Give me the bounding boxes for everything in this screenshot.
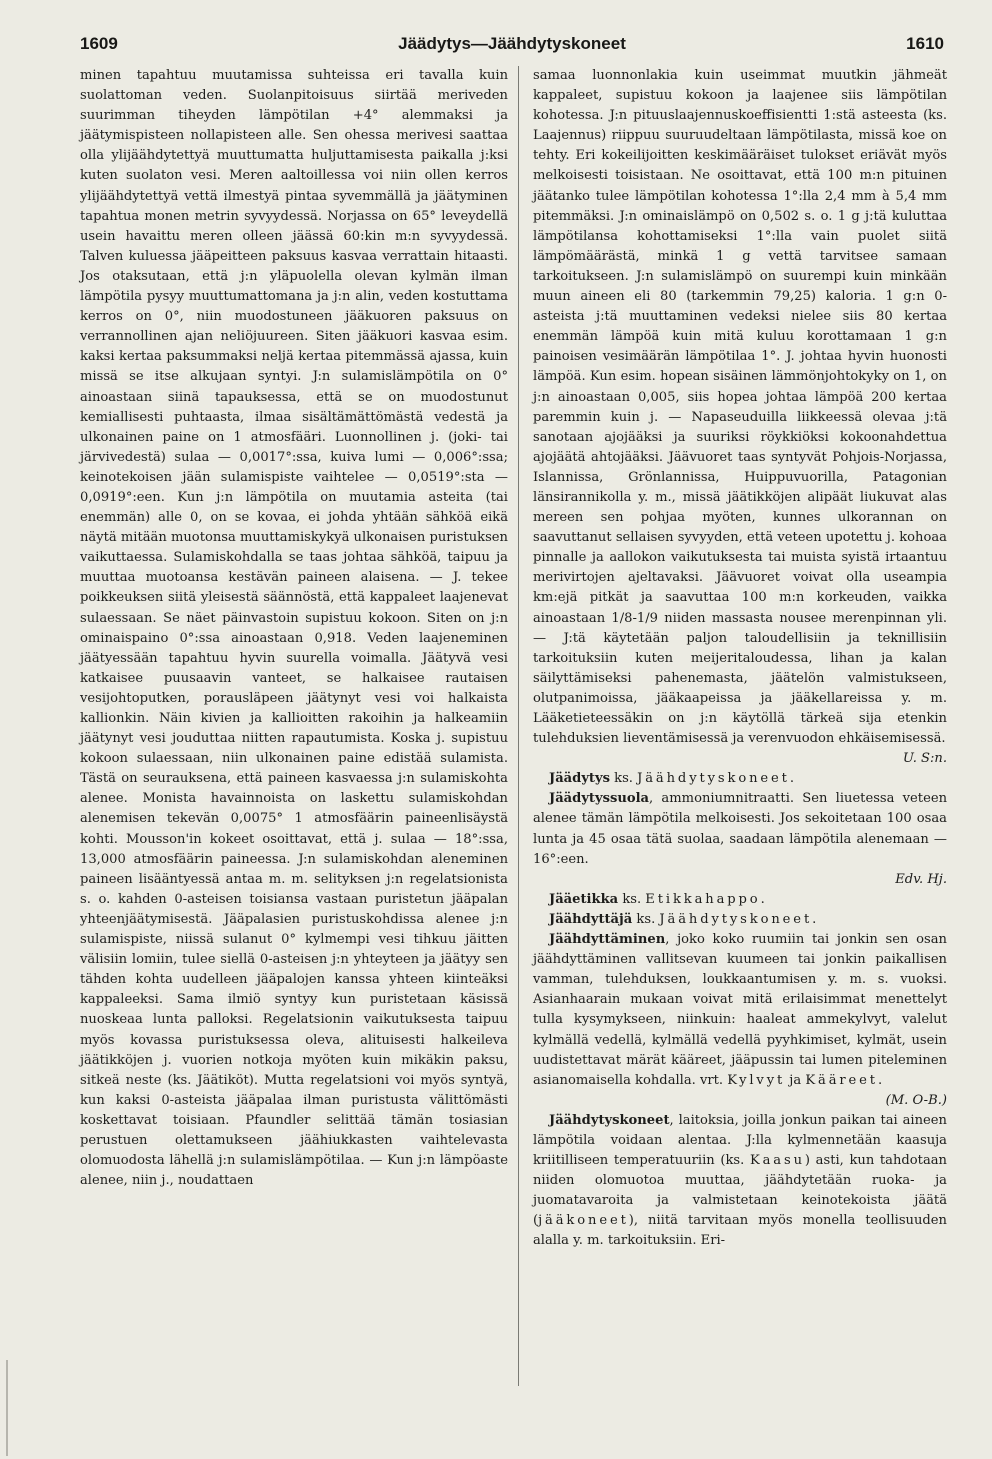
entry-text: ks.	[632, 911, 660, 927]
dictionary-entry	[533, 1111, 947, 1252]
entry-headword: Jäähdytyskoneet	[549, 1112, 670, 1128]
entry-text: ), niitä tarvitaan myös monella teollisuuden alalla y. m. tarkoituksiin. Eri-	[533, 1213, 947, 1249]
entry-headword: Jäähdyttäjä	[549, 911, 633, 927]
entry-signature: (M. O-B.)	[885, 1092, 947, 1108]
cross-reference: Etikkahappo	[645, 891, 761, 907]
entry-text: , ammoniumnitraatti. Sen liuetessa veteen alenee tämän lämpötila melkoisesti. Jos sekoitetaan 100 osaa lunta ja 45 osaa tätä suolaa, saadaan lämpötila alenemaan —16°:een.	[533, 791, 947, 867]
cross-reference: Kääreet	[805, 1072, 878, 1088]
entry-signature: Edv. Hj.	[895, 871, 947, 887]
entry-text: , joko koko ruumiin tai jonkin sen osan jäähdyttäminen vallitsevan kuumeen tai jonkin paikallisen vamman, tulehduksen, loukkaantumisen y. m. s. vuoksi. Asianhaarain mukaan voivat mitä erilaisimmat menettelyt tulla kysymykseen, niinkuin: haaleat ammekylvyt, valelut kylmällä vedellä, kylmällä vedellä pyyhkimiset, kylmät, usein uudistettavat märät kääreet, jääpussin tai lumen piteleminen asianomaisella kohdalla. vrt.	[533, 932, 947, 1088]
cross-reference: Kaasu	[749, 1153, 805, 1169]
dictionary-entry	[533, 910, 947, 930]
entry-text: ) asti, kun tahdotaan niiden olomuotoa muuttaa, jäähdytetään ruoka- ja juomatavaroita ja valmistetaan keinotekoista jäätä (	[533, 1153, 947, 1229]
entry-headword: Jäähdyttäminen	[549, 932, 666, 948]
page-number-right: 1610	[906, 34, 944, 53]
entry-text: .	[877, 1072, 883, 1088]
entry-text: .	[789, 771, 794, 787]
dictionary-entry	[533, 930, 947, 1111]
entry-text: .	[760, 891, 765, 907]
left-column-paragraph: minen tapahtuu muutamissa suhteissa eri tavalla kuin suolattoman veden. Suolanpitoisuus siirtää meriveden suurimman tiheyden lämpötilan +4° alemmaksi ja jäätymispisteen nollapisteen alle. Sen ohessa merivesi saattaa olla ylijäähdytettyä muuttumatta huljuttamisesta paikalla j:ksi kuten suolaton vesi. Meren aaltoillessa voi niin ollen kerros ylijäähdytettyä vettä ilmestyä pintaa syvemmällä ja jäätyminen tapahtua monen metrin syvyydessä. Norjassa on 65° leveydellä usein havaittu meren olleen jäässä 60:kin m:n syvyydessä. Talven kuluessa jääpeitteen paksuus kasvaa verrattain hitaasti. Jos otaksutaan, että j:n yläpuolella olevan kylmän ilman lämpötila pysyy muuttumattomana ja j:n alin, veden kostuttama kerros on 0°, niin muodostuneen jääkuoren paksuus on verrannollinen ajan neliöjuureen. Siten jääkuori kasvaa esim. kaksi kertaa paksummaksi neljä kertaa pitemmässä ajassa, kuin missä se itse alkujaan syntyi. J:n sulamislämpötila on 0° ainoastaan siinä tapauksessa, että se on muodostunut kemiallisesti puhtaasta, ilmaa sisältämättömästä vedestä ja ulkonainen paine on 1 atmosfääri. Luonnollinen j. (joki- tai järvivedestä) sulaa — 0,0017°:ssa, kuiva lumi — 0,006°:ssa; keinotekoisen jään sulamispiste vaihtelee — 0,0519°:sta — 0,0919°:een. Kun j:n lämpötila on muutamia asteita (tai enemmän) alle 0, on se kovaa, ei johda yhtään sähköä eikä näytä mitään muotonsa muuttamiskykyä ulkonaisen puristuksen vaikuttaessa. Sulamiskohdalla se taas johtaa sähköä, taipuu ja muuttaa muotoansa kestävän paineen alaisena. — J. tekee poikkeuksen siitä yleisestä säännöstä, että kappaleet laajenevat sulaessaan. Se näet päinvastoin supistuu kokoon. Siten on j:n ominaispaino 0°:ssa ainoastaan 0,918. Veden laajeneminen jäätyessään tapahtuu hyvin suurella voimalla. Jäätyvä vesi katkaisee puusaavin vanteet, se halkaisee rautaisen vesijohtoputken, porausläpeen jäätynyt vesi voi halkaista kallionkin. Näin kivien ja kallioitten rakoihin ja halkeamiin jäätynyt vesi jouduttaa niitten rapautumista. Koska j. supistuu kokoon sulaessaan, niin ulkonainen paine edistää sulamista. Tästä on seurauksena, että paineen kasvaessa j:n sulamiskohta alenee. Monista havainnoista on laskettu sulamiskohdan alenemisen tekevän 0,0075° 1 atmosfäärin paineenlisäystä kohti. Mousson'in kokeet osoittavat, että j. sulaa — 18°:ssa, 13,000 atmosfäärin paineessa. J:n sulamiskohdan aleneminen paineen lisääntyessä antaa m. m. selityksen j:n regelatsionista s. o. kahden 0-asteisen toisiansa vastaan puristetun jääpalan yhteenjäätymisestä. Jääpalasien puristuskohdissa alenee j:n sulamispiste, niissä sulanut 0° kylmempi vesi tihkuu jäitten välisiin lomiin, tulee siellä 0-asteisen j:n yhteyteen ja jäätyy sen tähden kohta uudelleen jääpalojen kanssa yhteen kiinteäksi kappaleeksi. Sama ilmiö syntyy kun puristetaan käsissä nuoskeaa lunta palloksi. Regelatsionin vaikutuksesta taipuu myös kovassa puristuksessa oleva, alituisesti halkeileva jäätikköjen j. vuorien notkoja myöten kuin mikäkin paksu, sitkeä neste (ks. Jäätiköt). Mutta regelatsioni voi myös syntyä, kun kaksi 0-asteista jääpalaa ilman puristusta välittömästi koskettavat toisiaan. Pfaundler selittää tämän tosiasian perustuen olettamukseen jäähiukkasten vaihtelevasta olomuodosta lähellä j:n sulamislämpötilaa. — Kun j:n lämpöaste alenee, niin j., noudattaen	[80, 68, 508, 1189]
scan-margin-mark	[6, 1360, 8, 1456]
column-divider	[518, 66, 519, 1386]
continuation-paragraph	[533, 66, 947, 769]
right-column	[533, 66, 947, 1252]
running-title: Jäädytys—Jäähdytyskoneet	[398, 34, 626, 53]
cross-reference: Jäähdytyskoneet	[659, 911, 813, 927]
dictionary-entry	[533, 890, 947, 910]
entry-text: ja	[785, 1072, 806, 1088]
entry-text: ks.	[609, 771, 638, 787]
entry-list	[533, 769, 947, 1251]
cross-reference: Kylvyt	[727, 1072, 786, 1088]
dictionary-entry	[533, 769, 947, 789]
continuation-text: samaa luonnonlakia kuin useimmat muutkin jähmeät kappaleet, supistuu kokoon ja laajenee siis lämpötilan kohotessa. J:n pituuslaajennuskoeffisientti 1:stä asteesta (ks. Laajennus) riippuu suuruudeltaan lämpötilasta, missä koe on tehty. Eri kokeilijoitten keskimääräiset tulokset eriävät myös melkoisesti toisistaan. Ne osoittavat, että 100 m:n pituinen jäätanko tulee lämpötilan kohotessa 1°:lla 2,4 mm à 5,4 mm pitemmäksi. J:n ominaislämpö on 0,502 s. o. 1 g j:tä kuluttaa lämpötilansa kohottamiseksi 1°:lla vain puolet siitä lämpömäärästä, minkä 1 g vettä tarvitsee samaan tarkoitukseen. J:n sulamislämpö on suurempi kuin minkään muun aineen eli 80 (tarkemmin 79,25) kaloria. 1 g:n 0-asteista j:tä muuttaminen vedeksi nielee siis 80 kertaa enemmän lämpöä kuin mitä kuluu korottamaan 1 g:n painoisen vesimäärän lämpötilaa 1°. J. johtaa hyvin huonosti lämpöä. Kun esim. hopean sisäinen lämmönjohtokyky on 1, on j:n ainoastaan 0,005, siis hopea johtaa lämpöä 200 kertaa paremmin kuin j. — Napaseuduilla liikkeessä olevaa j:tä sanotaan ajojääksi ja suuriksi röykkiöksi kokoonahdettua ajojäätä ahtojääksi. Jäävuoret taas syntyvät Pohjois-Norjassa, Islannissa, Grönlannissa, Huippuvuorilla, Patagonian länsirannikolla y. m., missä jäätikköjen alipäät liukuvat alas mereen sen pohjaa myöten, kunnes ulkorannan on saavuttanut sellaisen syvyyden, että veteen upotettu j. kohoaa pinnalle ja aallokon vaikutuksesta tai muista syistä irtaantuu merivirtojen ajeltavaksi. Jäävuoret voivat olla useampia km:ejä pitkät ja saavuttaa 100 m:n korkeuden, vaikka ainoastaan 1/8-1/9 niiden massasta nousee merenpinnan yli. — J:tä käytetään paljon taloudellisiin ja teknillisiin tarkoituksiin kuten meijeritaloudessa, lihan ja kalan säilyttämiseksi pahenemasta, jäätelön valmistukseen, olutpanimoissa, jääkaapeissa ja jääkellareissa y. m. Lääketieteessäkin on j:n käytöllä tärkeä sija etenkin tulehduksien lieventämisessä ja verenvuodon ehkäisemisessä.	[533, 68, 947, 747]
entry-text: .	[812, 911, 817, 927]
left-column	[80, 66, 508, 1191]
page-number-left: 1609	[80, 34, 118, 53]
cross-reference: Jäähdytyskoneet	[637, 771, 790, 787]
continuation-signature: U. S:n.	[902, 751, 947, 767]
dictionary-entry	[533, 789, 947, 889]
entry-text: ks.	[618, 891, 646, 907]
page-header	[80, 34, 944, 62]
entry-headword: Jääetikka	[549, 891, 619, 907]
entry-headword: Jäädytyssuola	[549, 791, 650, 807]
entry-headword: Jäädytys	[549, 771, 610, 787]
cross-reference: jääkoneet	[538, 1213, 629, 1229]
entry-text: , laitoksia, joilla jonkun paikan tai aineen lämpötila voidaan alentaa. J:lla kylmennetään kaasuja kriitilliseen temperatuuriin (ks.	[533, 1112, 947, 1169]
